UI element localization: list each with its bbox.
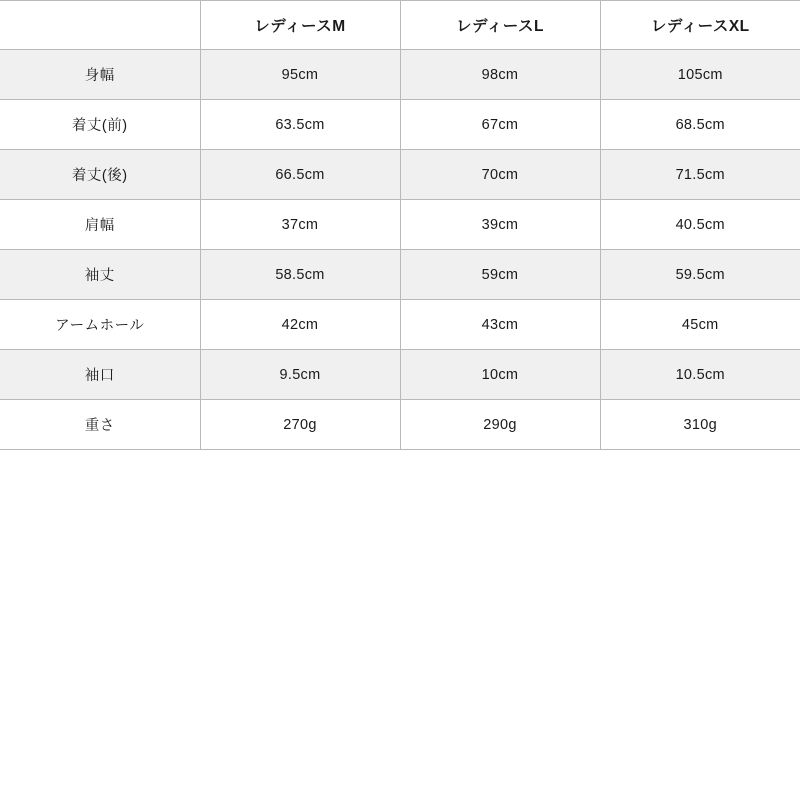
column-header-ladies-m: レディースM (200, 1, 400, 50)
cell-length-front-xl: 68.5cm (600, 100, 800, 150)
table-row (0, 300, 800, 350)
cell-shoulder-width-m: 37cm (200, 200, 400, 250)
cell-shoulder-width-l: 39cm (400, 200, 600, 250)
cell-armhole-m: 42cm (200, 300, 400, 350)
table-row (0, 200, 800, 250)
row-label-length-back: 着丈(後) (0, 150, 200, 200)
cell-body-width-xl: 105cm (600, 50, 800, 100)
cell-length-back-l: 70cm (400, 150, 600, 200)
cell-weight-xl: 310g (600, 400, 800, 450)
cell-cuff-l: 10cm (400, 350, 600, 400)
table-row (0, 250, 800, 300)
row-label-length-front: 着丈(前) (0, 100, 200, 150)
table-row (0, 400, 800, 450)
table-row (0, 100, 800, 150)
row-label-cuff: 袖口 (0, 350, 200, 400)
cell-armhole-l: 43cm (400, 300, 600, 350)
cell-body-width-l: 98cm (400, 50, 600, 100)
cell-length-back-xl: 71.5cm (600, 150, 800, 200)
row-label-sleeve-length: 袖丈 (0, 250, 200, 300)
table-row (0, 350, 800, 400)
cell-sleeve-length-m: 58.5cm (200, 250, 400, 300)
table-row (0, 50, 800, 100)
cell-body-width-m: 95cm (200, 50, 400, 100)
table-row (0, 150, 800, 200)
cell-cuff-m: 9.5cm (200, 350, 400, 400)
cell-shoulder-width-xl: 40.5cm (600, 200, 800, 250)
cell-length-back-m: 66.5cm (200, 150, 400, 200)
cell-length-front-l: 67cm (400, 100, 600, 150)
cell-cuff-xl: 10.5cm (600, 350, 800, 400)
row-label-armhole: アームホール (0, 300, 200, 350)
row-label-body-width: 身幅 (0, 50, 200, 100)
column-header-ladies-l: レディースL (400, 1, 600, 50)
cell-weight-m: 270g (200, 400, 400, 450)
row-label-shoulder-width: 肩幅 (0, 200, 200, 250)
table-corner-cell (0, 1, 200, 50)
cell-armhole-xl: 45cm (600, 300, 800, 350)
cell-length-front-m: 63.5cm (200, 100, 400, 150)
table-header-row (0, 1, 800, 50)
cell-sleeve-length-xl: 59.5cm (600, 250, 800, 300)
cell-sleeve-length-l: 59cm (400, 250, 600, 300)
column-header-ladies-xl: レディースXL (600, 1, 800, 50)
row-label-weight: 重さ (0, 400, 200, 450)
cell-weight-l: 290g (400, 400, 600, 450)
